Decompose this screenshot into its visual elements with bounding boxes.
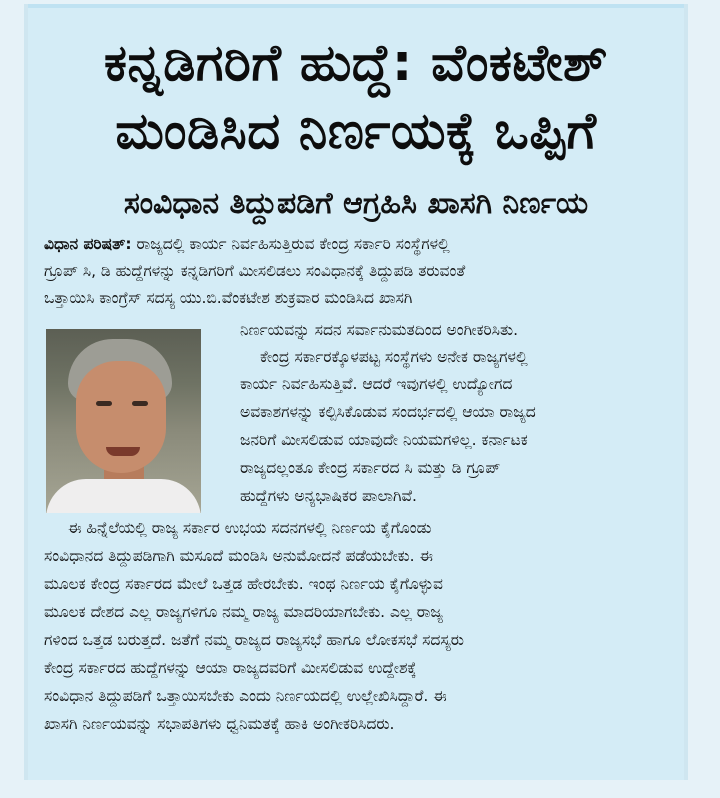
photo-face xyxy=(76,361,166,473)
photo-mouth xyxy=(106,447,140,456)
body-line-7: ಅವಕಾಶಗಳನ್ನು ಕಲ್ಪಿಸಿಕೊಡುವ ಸಂದರ್ಭದಲ್ಲಿ ಆಯಾ ರಾಜ್ಯದ xyxy=(240,403,536,421)
body-line-1-text: ರಾಜ್ಯದಲ್ಲಿ ಕಾರ್ಯ ನಿರ್ವಹಿಸುತ್ತಿರುವ ಕೇಂದ್ರ ಸರ್ಕಾರಿ ಸಂಸ್ಥೆಗಳಲ್ಲಿ xyxy=(131,235,450,253)
body-line-18: ಖಾಸಗಿ ನಿರ್ಣಯವನ್ನು ಸಭಾಪತಿಗಳು ಧ್ವನಿಮತಕ್ಕೆ ಹಾಕಿ ಅಂಗೀಕರಿಸಿದರು. xyxy=(44,715,395,733)
body-line-17: ಸಂವಿಧಾನ ತಿದ್ದುಪಡಿಗೆ ಒತ್ತಾಯಿಸಬೇಕು ಎಂದು ನಿರ್ಣಯದಲ್ಲಿ ಉಲ್ಲೇಖಿಸಿದ್ದಾರೆ. ಈ xyxy=(44,687,447,705)
portrait-photo xyxy=(46,329,201,513)
photo-shirt xyxy=(46,479,201,513)
body-line-13: ಮೂಲಕ ಕೇಂದ್ರ ಸರ್ಕಾರದ ಮೇಲೆ ಒತ್ತಡ ಹೇರಬೇಕು. ಇಂಥ ನಿರ್ಣಯ ಕೈಗೊಳ್ಳುವ xyxy=(44,575,444,593)
body-line-8: ಜನರಿಗೆ ಮೀಸಲಿಡುವ ಯಾವುದೇ ನಿಯಮಗಳಿಲ್ಲ. ಕರ್ನಾಟಕ xyxy=(240,431,528,449)
headline-line-1: ಕನ್ನಡಿಗರಿಗೆ ಹುದ್ದೆ: ವೆಂಕಟೇಶ್ xyxy=(104,34,608,93)
body-line-14: ಮೂಲಕ ದೇಶದ ಎಲ್ಲ ರಾಜ್ಯಗಳಿಗೂ ನಮ್ಮ ರಾಜ್ಯ ಮಾದರಿಯಾಗಬೇಕು. ಎಲ್ಲ ರಾಜ್ಯ xyxy=(44,603,443,621)
body-line-15: ಗಳಿಂದ ಒತ್ತಡ ಬರುತ್ತದೆ. ಜತೆಗೆ ನಮ್ಮ ರಾಜ್ಯದ ರಾಜ್ಯಸಭೆ ಹಾಗೂ ಲೋಕಸಭೆ ಸದಸ್ಯರು xyxy=(44,631,464,649)
photo-eye-left xyxy=(96,401,112,406)
body-line-4: ನಿರ್ಣಯವನ್ನು ಸದನ ಸರ್ವಾನುಮತದಿಂದ ಅಂಗೀಕರಿಸಿತು. xyxy=(240,321,519,339)
body-line-1 xyxy=(44,232,664,256)
news-clipping xyxy=(24,4,688,780)
headline xyxy=(36,30,676,166)
clipping-top-border xyxy=(28,4,684,8)
body-line-10: ಹುದ್ದೆಗಳು ಅನ್ಯಭಾಷಿಕರ ಪಾಲಾಗಿವೆ. xyxy=(240,487,417,505)
body-line-16: ಕೇಂದ್ರ ಸರ್ಕಾರದ ಹುದ್ದೆಗಳನ್ನು ಆಯಾ ರಾಜ್ಯದವರಿಗೆ ಮೀಸಲಿಡುವ ಉದ್ದೇಶಕ್ಕೆ xyxy=(44,659,417,677)
body-line-2: ಗ್ರೂಪ್ ಸಿ, ಡಿ ಹುದ್ದೆಗಳನ್ನು ಕನ್ನಡಿಗರಿಗೆ ಮೀಸಲಿಡಲು ಸಂವಿಧಾನಕ್ಕೆ ತಿದ್ದುಪಡಿ ತರುವಂತೆ xyxy=(44,262,466,280)
photo-eye-right xyxy=(132,401,148,406)
dateline: ವಿಧಾನ ಪರಿಷತ್: xyxy=(44,235,132,253)
body-line-12: ಸಂವಿಧಾನದ ತಿದ್ದುಪಡಿಗಾಗಿ ಮಸೂದೆ ಮಂಡಿಸಿ ಅನುಮೋದನೆ ಪಡೆಯಬೇಕು. ಈ xyxy=(44,547,433,565)
headline-line-2: ಮಂಡಿಸಿದ ನಿರ್ಣಯಕ್ಕೆ ಒಪ್ಪಿಗೆ xyxy=(115,102,597,161)
body-line-5: ಕೇಂದ್ರ ಸರ್ಕಾರಕ್ಕೊಳಪಟ್ಟ ಸಂಸ್ಥೆಗಳು ಅನೇಕ ರಾಜ್ಯಗಳಲ್ಲಿ xyxy=(260,348,528,366)
body-line-6: ಕಾರ್ಯ ನಿರ್ವಹಿಸುತ್ತಿವೆ. ಆದರೆ ಇವುಗಳಲ್ಲಿ ಉದ್ಯೋಗದ xyxy=(240,375,513,393)
body-line-9: ರಾಜ್ಯದಲ್ಲಂತೂ ಕೇಂದ್ರ ಸರ್ಕಾರದ ಸಿ ಮತ್ತು ಡಿ ಗ್ರೂಪ್ xyxy=(240,459,501,477)
body-line-3: ಒತ್ತಾಯಿಸಿ ಕಾಂಗ್ರೆಸ್ ಸದಸ್ಯ ಯು.ಬಿ.ವೆಂಕಟೇಶ ಶುಕ್ರವಾರ ಮಂಡಿಸಿದ ಖಾಸಗಿ xyxy=(44,289,413,307)
subheadline: ಸಂವಿಧಾನ ತಿದ್ದುಪಡಿಗೆ ಆಗ್ರಹಿಸಿ ಖಾಸಗಿ ನಿರ್ಣಯ xyxy=(123,186,589,221)
body-line-11: ಈ ಹಿನ್ನೆಲೆಯಲ್ಲಿ ರಾಜ್ಯ ಸರ್ಕಾರ ಉಭಯ ಸದನಗಳಲ್ಲಿ ನಿರ್ಣಯ ಕೈಗೊಂಡು xyxy=(68,519,432,537)
